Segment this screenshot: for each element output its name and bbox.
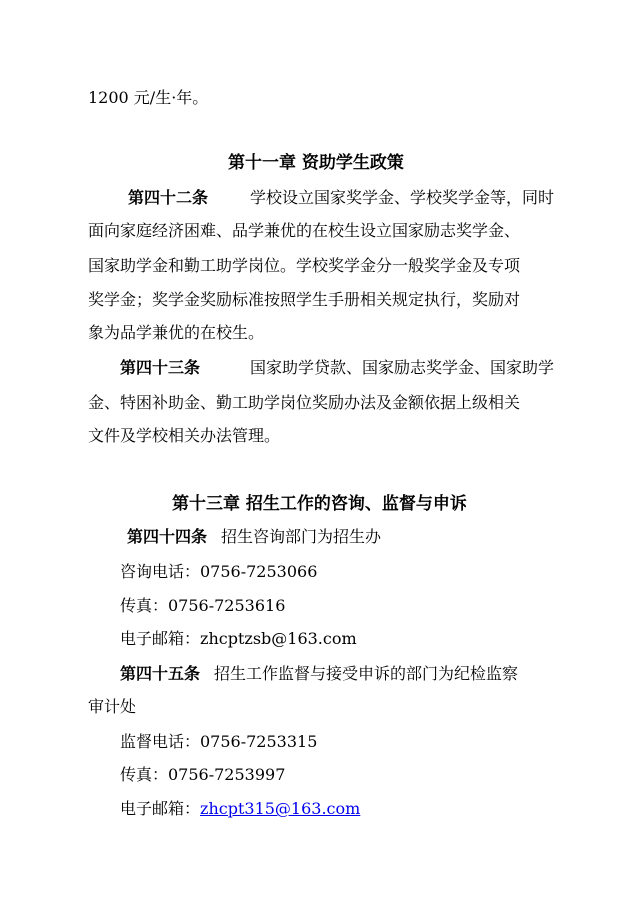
chapter-13-title: 第十三章 招生工作的咨询、监督与申诉 (172, 494, 467, 514)
article-42-text-4: 奖学金；奖学金奖励标准按照学生手册相关规定执行，奖励对 (88, 290, 521, 309)
article-44-line-1 (127, 527, 381, 547)
article-44-label: 第四十四条 (127, 527, 208, 546)
article-44-email: zhcptzsb@163.com (200, 629, 357, 648)
article-44-fax: 传真：0756-7253616 (120, 596, 286, 615)
article-43-text-1: 国家助学贷款、国家励志奖学金、国家助学 (249, 358, 554, 377)
top-line: 1200 元/生·年。 (88, 88, 209, 107)
article-45-text-cont: 审计处 (88, 697, 137, 716)
article-43-line-1 (120, 358, 554, 378)
article-45-text: 招生工作监督与接受申诉的部门为纪检监察 (214, 664, 519, 683)
article-44-email-line (120, 629, 357, 649)
article-43-label: 第四十三条 (120, 358, 201, 377)
article-45-phone: 监督电话：0756-7253315 (120, 732, 318, 751)
article-45-email-label: 电子邮箱： (120, 799, 201, 818)
article-44-email-label: 电子邮箱： (120, 629, 201, 648)
article-45-email-line (120, 799, 360, 819)
chapter-11-title: 第十一章 资助学生政策 (228, 153, 404, 173)
article-45-fax: 传真：0756-7253997 (120, 765, 286, 784)
article-44-text: 招生咨询部门为招生办 (221, 527, 382, 546)
article-45-label: 第四十五条 (120, 664, 201, 683)
article-42-text-3: 国家助学金和勤工助学岗位。学校奖学金分一般奖学金及专项 (88, 256, 521, 275)
article-43-text-2: 金、特困补助金、勤工助学岗位奖励办法及金额依据上级相关 (88, 393, 521, 412)
article-42-label: 第四十二条 (128, 188, 209, 207)
article-42-text-2: 面向家庭经济困难、品学兼优的在校生设立国家励志奖学金、 (88, 221, 521, 240)
article-42-line-1 (128, 188, 554, 208)
article-43-text-3: 文件及学校相关办法管理。 (88, 426, 281, 445)
article-42-text-1: 学校设立国家奖学金、学校奖学金等，同时 (249, 188, 554, 207)
article-44-phone: 咨询电话：0756-7253066 (120, 562, 318, 581)
article-42-text-5: 象为品学兼优的在校生。 (88, 323, 265, 342)
article-45-email-link[interactable]: zhcpt315@163.com (200, 799, 361, 818)
article-45-line-1 (120, 664, 518, 684)
